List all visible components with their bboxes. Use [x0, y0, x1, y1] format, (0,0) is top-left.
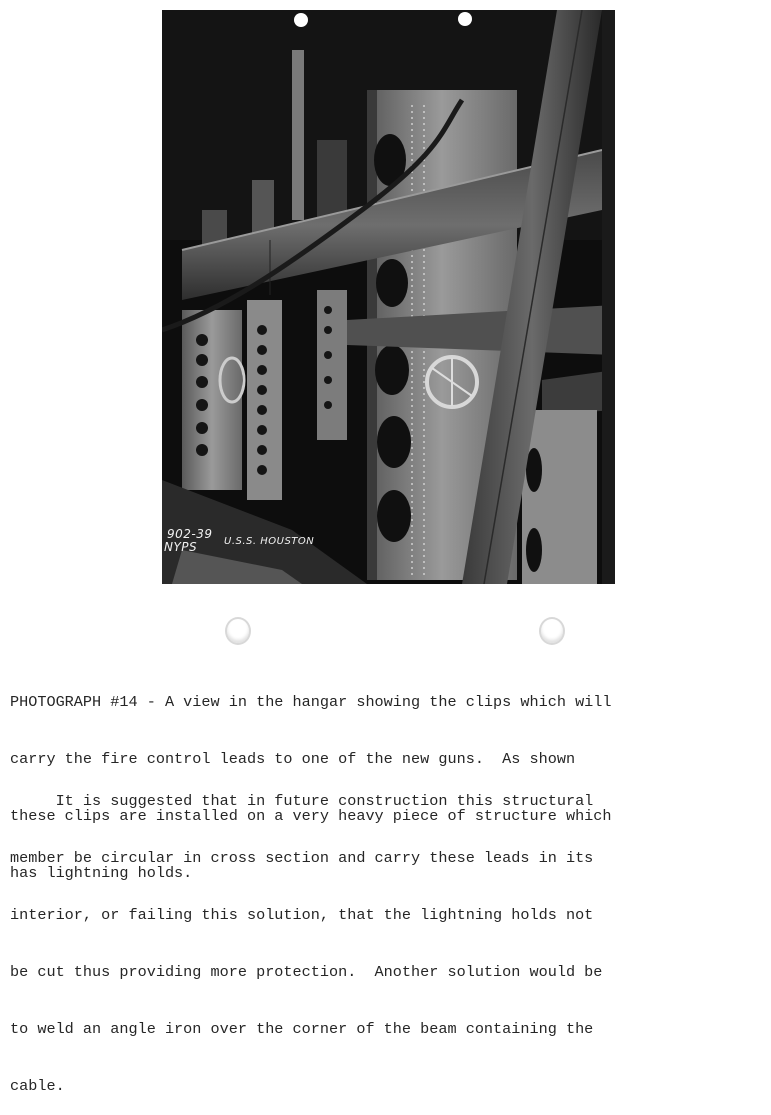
punch-hole-left	[294, 13, 308, 27]
punch-hole-right	[458, 12, 472, 26]
caption-paragraph-2	[10, 754, 765, 1115]
hangar-photograph	[162, 10, 615, 584]
yard-mark: NYPS	[164, 540, 198, 554]
caption-line: member be circular in cross section and carry these leads in its	[10, 849, 594, 867]
caption-line: carry the fire control leads to one of the new guns. As shown	[10, 750, 576, 768]
caption-line: PHOTOGRAPH #14 - A view in the hangar showing the clips which will	[10, 693, 612, 711]
caption-line: interior, or failing this solution, that the lightning holds not	[10, 906, 594, 924]
caption-line: to weld an angle iron over the corner of the beam containing the	[10, 1020, 594, 1038]
ship-name-mark: U.S.S. HOUSTON	[224, 536, 315, 547]
caption-line: these clips are installed on a very heavy piece of structure which	[10, 807, 612, 825]
caption-line: It is suggested that in future construction this structural	[10, 792, 594, 810]
photo-image	[162, 10, 615, 584]
caption-line: cable.	[10, 1077, 65, 1095]
binder-hole-right	[539, 617, 565, 645]
negative-number: 902-39	[167, 527, 213, 541]
caption-line: has lightning holds.	[10, 864, 193, 882]
caption-line: be cut thus providing more protection. Another solution would be	[10, 963, 603, 981]
binder-hole-left	[225, 617, 251, 645]
